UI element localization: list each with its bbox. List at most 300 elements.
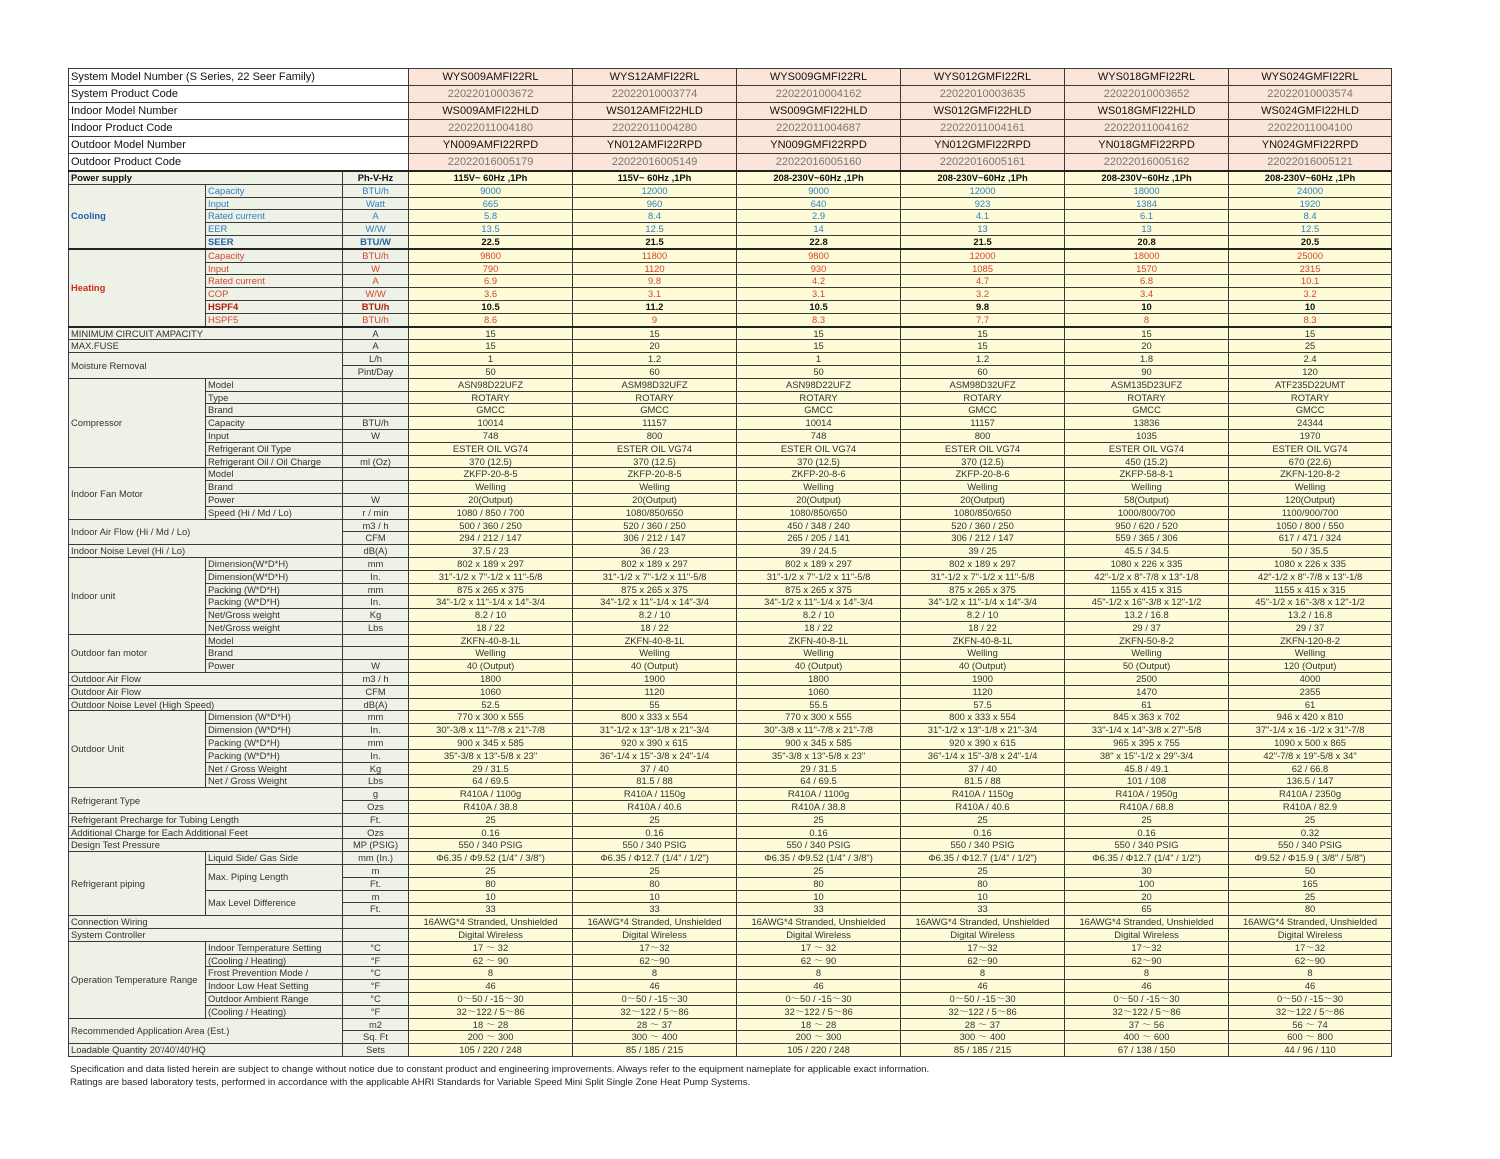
- value-cell: 802 x 189 x 297: [737, 557, 901, 570]
- spec-row: [69, 1044, 1392, 1057]
- value-cell: 46: [573, 980, 737, 993]
- spec-row: [69, 313, 1392, 326]
- row-sublabel: Capacity: [206, 417, 343, 430]
- value-cell: 57.5: [901, 698, 1065, 711]
- value-cell: 748: [737, 429, 901, 442]
- value-cell: ZKFN-50-8-2: [1065, 634, 1229, 647]
- value-cell: ASN98D22UFZ: [409, 378, 573, 391]
- group-label: Refrigerant Precharge for Tubing Length: [69, 813, 343, 826]
- value-cell: Welling: [1065, 481, 1229, 494]
- value-cell: 1570: [1065, 262, 1229, 275]
- value-cell: 62～90: [901, 954, 1065, 967]
- row-sublabel: Dimension (W*D*H): [206, 724, 343, 737]
- value-cell: 600 ～ 800: [1229, 1031, 1392, 1044]
- value-cell: 15: [409, 340, 573, 353]
- value-cell: 0～50 / -15～30: [1229, 993, 1392, 1006]
- value-cell: 16AWG*4 Stranded, Unshielded: [573, 916, 737, 929]
- row-unit: In.: [343, 570, 409, 583]
- value-cell: 13.5: [409, 223, 573, 236]
- group-label: Recommended Application Area (Est.): [69, 1018, 343, 1044]
- row-unit: BTU/h: [343, 184, 409, 197]
- value-cell: 29 / 31.5: [409, 762, 573, 775]
- group-label: Indoor Fan Motor: [69, 468, 206, 519]
- value-cell: 10: [901, 890, 1065, 903]
- value-cell: 0～50 / -15～30: [1065, 993, 1229, 1006]
- value-cell: 58(Output): [1065, 493, 1229, 506]
- row-unit: m2: [343, 1018, 409, 1031]
- value-cell: 2315: [1229, 262, 1392, 275]
- value-cell: 46: [737, 980, 901, 993]
- value-cell: 46: [1229, 980, 1392, 993]
- value-cell: 520 / 360 / 250: [901, 519, 1065, 532]
- value-cell: 46: [409, 980, 573, 993]
- header-cell: 22022016005161: [901, 154, 1065, 172]
- value-cell: 21.5: [901, 235, 1065, 248]
- value-cell: 16AWG*4 Stranded, Unshielded: [1229, 916, 1392, 929]
- value-cell: 520 / 360 / 250: [573, 519, 737, 532]
- value-cell: 0～50 / -15～30: [901, 993, 1065, 1006]
- header-cell: 22022011004161: [901, 120, 1065, 137]
- value-cell: 9000: [409, 184, 573, 197]
- value-cell: 50: [409, 365, 573, 378]
- header-cell: WS012AMFI22HLD: [573, 103, 737, 120]
- value-cell: 1900: [573, 673, 737, 686]
- spec-row: [69, 197, 1392, 210]
- value-cell: 2500: [1065, 673, 1229, 686]
- row-unit: W: [343, 429, 409, 442]
- group-label: MAX.FUSE: [69, 340, 343, 353]
- value-cell: ZKFP-20-8-6: [737, 468, 901, 481]
- value-cell: Digital Wireless: [737, 929, 901, 942]
- value-cell: 25: [901, 813, 1065, 826]
- row-sublabel: Packing (W*D*H): [206, 583, 343, 596]
- value-cell: Welling: [573, 481, 737, 494]
- spec-table: [68, 68, 1392, 1057]
- row-unit: Kg: [343, 762, 409, 775]
- value-cell: 39 / 25: [901, 545, 1065, 558]
- power-supply-unit: Ph-V-Hz: [343, 171, 409, 184]
- header-cell: 22022011004687: [737, 120, 901, 137]
- header-cell: 22022011004180: [409, 120, 573, 137]
- value-cell: 0～50 / -15～30: [737, 993, 901, 1006]
- header-cell: 22022011004162: [1065, 120, 1229, 137]
- value-cell: 34"-1/2 x 11"-1/4 x 14"-3/4: [573, 596, 737, 609]
- row-sublabel: Type: [206, 391, 343, 404]
- spec-row: [69, 378, 1392, 391]
- value-cell: 18000: [1065, 184, 1229, 197]
- spec-row: [69, 327, 1392, 340]
- value-cell: 25: [1229, 340, 1392, 353]
- row-sublabel: Max. Piping Length: [206, 865, 343, 891]
- value-cell: 450 / 348 / 240: [737, 519, 901, 532]
- value-cell: 20.8: [1065, 235, 1229, 248]
- header-cell: YN009AMFI22RPD: [409, 137, 573, 154]
- header-label: Outdoor Model Number: [69, 137, 409, 154]
- spec-row: [69, 749, 1392, 762]
- group-label: Operation Temperature Range: [69, 941, 206, 1018]
- row-unit: CFM: [343, 532, 409, 545]
- spec-row: [69, 468, 1392, 481]
- row-unit: A: [343, 275, 409, 288]
- value-cell: 62～90: [1065, 954, 1229, 967]
- row-unit: r / min: [343, 506, 409, 519]
- value-cell: 3.2: [1229, 288, 1392, 301]
- row-unit: °C: [343, 993, 409, 1006]
- group-label: Cooling: [69, 184, 206, 248]
- value-cell: 550 / 340 PSIG: [737, 839, 901, 852]
- row-unit: A: [343, 340, 409, 353]
- power-supply-cell: 208-230V~60Hz ,1Ph: [1229, 171, 1392, 184]
- value-cell: 34"-1/2 x 11"-1/4 x 14"-3/4: [901, 596, 1065, 609]
- row-unit: dB(A): [343, 545, 409, 558]
- spec-row: [69, 275, 1392, 288]
- value-cell: 946 x 420 x 810: [1229, 711, 1392, 724]
- row-sublabel: Model: [206, 468, 343, 481]
- value-cell: 20(Output): [737, 493, 901, 506]
- value-cell: 38" x 15"-1/2 x 29"-3/4: [1065, 749, 1229, 762]
- spec-row: [69, 647, 1392, 660]
- value-cell: 9.8: [901, 300, 1065, 313]
- row-unit: Sq. Ft: [343, 1031, 409, 1044]
- value-cell: 12000: [901, 184, 1065, 197]
- value-cell: 25: [737, 813, 901, 826]
- value-cell: 50: [1229, 865, 1392, 878]
- value-cell: 34"-1/2 x 11"-1/4 x 14"-3/4: [409, 596, 573, 609]
- value-cell: 1: [409, 353, 573, 366]
- value-cell: Digital Wireless: [409, 929, 573, 942]
- value-cell: 370 (12.5): [409, 455, 573, 468]
- spec-row: [69, 429, 1392, 442]
- value-cell: 11.2: [573, 300, 737, 313]
- value-cell: 80: [573, 877, 737, 890]
- spec-row: [69, 455, 1392, 468]
- value-cell: 25: [1229, 813, 1392, 826]
- row-unit: [343, 929, 409, 942]
- header-label: Outdoor Product Code: [69, 154, 409, 172]
- row-sublabel: Input: [206, 429, 343, 442]
- value-cell: 13836: [1065, 417, 1229, 430]
- spec-row: [69, 980, 1392, 993]
- value-cell: 35"-3/8 x 13"-5/8 x 23": [737, 749, 901, 762]
- value-cell: 1900: [901, 673, 1065, 686]
- value-cell: 1920: [1229, 197, 1392, 210]
- value-cell: ROTARY: [1065, 391, 1229, 404]
- value-cell: 8: [901, 967, 1065, 980]
- value-cell: R410A / 2350g: [1229, 788, 1392, 801]
- row-unit: [343, 468, 409, 481]
- value-cell: 8.2 / 10: [737, 609, 901, 622]
- value-cell: ZKFP-20-8-5: [573, 468, 737, 481]
- value-cell: 25: [1229, 890, 1392, 903]
- value-cell: R410A / 1100g: [737, 788, 901, 801]
- value-cell: 136.5 / 147: [1229, 775, 1392, 788]
- spec-row: [69, 557, 1392, 570]
- value-cell: 1085: [901, 262, 1065, 275]
- spec-row: [69, 929, 1392, 942]
- value-cell: 32～122 / 5～86: [573, 1005, 737, 1018]
- value-cell: 5.8: [409, 210, 573, 223]
- value-cell: 29 / 37: [1229, 621, 1392, 634]
- value-cell: 80: [737, 877, 901, 890]
- value-cell: GMCC: [573, 404, 737, 417]
- spec-row: [69, 545, 1392, 558]
- row-sublabel: Packing (W*D*H): [206, 596, 343, 609]
- row-sublabel: Net/Gross weight: [206, 621, 343, 634]
- header-cell: WS018GMFI22HLD: [1065, 103, 1229, 120]
- row-sublabel: Dimension(W*D*H): [206, 557, 343, 570]
- value-cell: 294 / 212 / 147: [409, 532, 573, 545]
- header-cell: WYS012GMFI22RL: [901, 69, 1065, 86]
- value-cell: 10: [573, 890, 737, 903]
- value-cell: 8: [1065, 313, 1229, 326]
- value-cell: 25000: [1229, 249, 1392, 262]
- value-cell: 31"-1/2 x 13"-1/8 x 21"-3/4: [901, 724, 1065, 737]
- value-cell: 0～50 / -15～30: [573, 993, 737, 1006]
- footnotes: [70, 1064, 1390, 1089]
- spec-row: [69, 993, 1392, 1006]
- row-sublabel: Model: [206, 378, 343, 391]
- value-cell: GMCC: [901, 404, 1065, 417]
- value-cell: 31"-1/2 x 7"-1/2 x 11"-5/8: [901, 570, 1065, 583]
- value-cell: 80: [409, 877, 573, 890]
- header-cell: YN018GMFI22RPD: [1065, 137, 1229, 154]
- value-cell: 17～32: [901, 941, 1065, 954]
- value-cell: 8.3: [1229, 313, 1392, 326]
- row-sublabel: Net / Gross Weight: [206, 775, 343, 788]
- header-label: Indoor Product Code: [69, 120, 409, 137]
- row-sublabel: (Cooling / Heating): [206, 954, 343, 967]
- row-unit: °C: [343, 967, 409, 980]
- value-cell: 36"-1/4 x 15"-3/8 x 24"-1/4: [901, 749, 1065, 762]
- value-cell: 15: [901, 327, 1065, 340]
- spec-row: [69, 493, 1392, 506]
- value-cell: 33: [901, 903, 1065, 916]
- value-cell: 45.8 / 49.1: [1065, 762, 1229, 775]
- value-cell: ASM98D32UFZ: [901, 378, 1065, 391]
- value-cell: 34"-1/2 x 11"-1/4 x 14"-3/4: [737, 596, 901, 609]
- row-unit: Sets: [343, 1044, 409, 1057]
- spec-row: [69, 954, 1392, 967]
- value-cell: 20(Output): [409, 493, 573, 506]
- value-cell: 18 ～ 28: [737, 1018, 901, 1031]
- value-cell: 16AWG*4 Stranded, Unshielded: [409, 916, 573, 929]
- value-cell: 37"-1/4 x 16 -1/2 x 31"-7/8: [1229, 724, 1392, 737]
- value-cell: Welling: [1065, 647, 1229, 660]
- value-cell: 1.2: [573, 353, 737, 366]
- row-sublabel: Model: [206, 634, 343, 647]
- row-sublabel: HSPF4: [206, 300, 343, 313]
- row-sublabel: Input: [206, 197, 343, 210]
- spec-row: [69, 852, 1392, 865]
- spec-row: [69, 724, 1392, 737]
- header-cell: YN009GMFI22RPD: [737, 137, 901, 154]
- value-cell: 9.8: [573, 275, 737, 288]
- row-unit: mm: [343, 737, 409, 750]
- row-unit: m: [343, 890, 409, 903]
- value-cell: ESTER OIL VG74: [1065, 442, 1229, 455]
- row-unit: [343, 442, 409, 455]
- value-cell: 950 / 620 / 520: [1065, 519, 1229, 532]
- row-sublabel: Brand: [206, 404, 343, 417]
- spec-row: [69, 596, 1392, 609]
- value-cell: 62 ～ 90: [737, 954, 901, 967]
- value-cell: 8.2 / 10: [901, 609, 1065, 622]
- value-cell: 306 / 212 / 147: [901, 532, 1065, 545]
- value-cell: 33: [409, 903, 573, 916]
- value-cell: R410A / 1150g: [901, 788, 1065, 801]
- value-cell: 8.2 / 10: [409, 609, 573, 622]
- value-cell: 37 / 40: [901, 762, 1065, 775]
- value-cell: 11157: [901, 417, 1065, 430]
- spec-row: [69, 481, 1392, 494]
- row-unit: BTU/h: [343, 417, 409, 430]
- row-unit: W/W: [343, 223, 409, 236]
- value-cell: 800 x 333 x 554: [901, 711, 1065, 724]
- value-cell: 40 (Output): [573, 660, 737, 673]
- value-cell: 875 x 265 x 375: [737, 583, 901, 596]
- value-cell: 800 x 333 x 554: [573, 711, 737, 724]
- value-cell: R410A / 38.8: [737, 801, 901, 814]
- header-cell: 22022016005179: [409, 154, 573, 172]
- value-cell: 2.4: [1229, 353, 1392, 366]
- row-unit: ml (Oz): [343, 455, 409, 468]
- value-cell: ESTER OIL VG74: [1229, 442, 1392, 455]
- value-cell: 24344: [1229, 417, 1392, 430]
- value-cell: 1.2: [901, 353, 1065, 366]
- header-cell: WS009GMFI22HLD: [737, 103, 901, 120]
- value-cell: R410A / 68.8: [1065, 801, 1229, 814]
- header-cell: 22022016005160: [737, 154, 901, 172]
- row-unit: L/h: [343, 353, 409, 366]
- value-cell: ESTER OIL VG74: [409, 442, 573, 455]
- row-sublabel: Dimension (W*D*H): [206, 711, 343, 724]
- value-cell: 55: [573, 698, 737, 711]
- spec-row: [69, 249, 1392, 262]
- value-cell: 1155 x 415 x 315: [1229, 583, 1392, 596]
- row-unit: Pint/Day: [343, 365, 409, 378]
- value-cell: 3.1: [573, 288, 737, 301]
- value-cell: ROTARY: [901, 391, 1065, 404]
- row-unit: [343, 916, 409, 929]
- value-cell: ZKFP-20-8-6: [901, 468, 1065, 481]
- value-cell: 265 / 205 / 141: [737, 532, 901, 545]
- value-cell: Welling: [901, 481, 1065, 494]
- value-cell: 90: [1065, 365, 1229, 378]
- group-label: Additional Charge for Each Additional Feet: [69, 826, 343, 839]
- value-cell: 36 / 23: [573, 545, 737, 558]
- value-cell: GMCC: [737, 404, 901, 417]
- value-cell: 550 / 340 PSIG: [1065, 839, 1229, 852]
- value-cell: ROTARY: [409, 391, 573, 404]
- value-cell: 18000: [1065, 249, 1229, 262]
- spec-row: [69, 300, 1392, 313]
- group-label: Outdoor Air Flow: [69, 685, 343, 698]
- value-cell: Welling: [901, 647, 1065, 660]
- value-cell: 8: [737, 967, 901, 980]
- header-cell: 22022010003672: [409, 86, 573, 103]
- value-cell: 1080/850/650: [737, 506, 901, 519]
- header-cell: WYS009GMFI22RL: [737, 69, 901, 86]
- value-cell: 8.3: [737, 313, 901, 326]
- value-cell: 100: [1065, 877, 1229, 890]
- header-cell: WS009AMFI22HLD: [409, 103, 573, 120]
- spec-row: [69, 442, 1392, 455]
- row-unit: [343, 481, 409, 494]
- value-cell: 0.16: [901, 826, 1065, 839]
- value-cell: 10.5: [737, 300, 901, 313]
- value-cell: 8: [409, 967, 573, 980]
- value-cell: 50: [737, 365, 901, 378]
- spec-row: [69, 890, 1392, 903]
- value-cell: 20(Output): [573, 493, 737, 506]
- row-sublabel: Net/Gross weight: [206, 609, 343, 622]
- group-label: Outdoor Noise Level (High Speed): [69, 698, 343, 711]
- spec-row: [69, 698, 1392, 711]
- value-cell: 62 ～ 90: [409, 954, 573, 967]
- value-cell: 1.8: [1065, 353, 1229, 366]
- value-cell: 1800: [409, 673, 573, 686]
- value-cell: 10: [1229, 300, 1392, 313]
- value-cell: 20: [573, 340, 737, 353]
- value-cell: 120 (Output): [1229, 660, 1392, 673]
- value-cell: 62～90: [1229, 954, 1392, 967]
- value-cell: ZKFN-40-8-1L: [901, 634, 1065, 647]
- value-cell: 14: [737, 223, 901, 236]
- row-unit: dB(A): [343, 698, 409, 711]
- value-cell: 8.6: [409, 313, 573, 326]
- header-row: [69, 103, 1392, 120]
- value-cell: 46: [901, 980, 1065, 993]
- value-cell: 17～32: [573, 941, 737, 954]
- row-sublabel: Input: [206, 262, 343, 275]
- value-cell: 40 (Output): [901, 660, 1065, 673]
- value-cell: ASM135D23UFZ: [1065, 378, 1229, 391]
- value-cell: 6.9: [409, 275, 573, 288]
- header-cell: WYS009AMFI22RL: [409, 69, 573, 86]
- value-cell: 200 ～ 300: [409, 1031, 573, 1044]
- header-cell: 22022011004100: [1229, 120, 1392, 137]
- row-unit: mm: [343, 557, 409, 570]
- row-sublabel: Max Level Difference: [206, 890, 343, 916]
- value-cell: 15: [573, 327, 737, 340]
- value-cell: GMCC: [1065, 404, 1229, 417]
- value-cell: Digital Wireless: [901, 929, 1065, 942]
- value-cell: 101 / 108: [1065, 775, 1229, 788]
- value-cell: 1384: [1065, 197, 1229, 210]
- header-cell: 22022010003774: [573, 86, 737, 103]
- row-sublabel: COP: [206, 288, 343, 301]
- row-sublabel: Rated current: [206, 275, 343, 288]
- value-cell: ROTARY: [1229, 391, 1392, 404]
- spec-row: [69, 775, 1392, 788]
- power-supply-row: [69, 171, 1392, 184]
- value-cell: 790: [409, 262, 573, 275]
- value-cell: 33"-1/4 x 14"-3/8 x 27"-5/8: [1065, 724, 1229, 737]
- group-label: Outdoor Air Flow: [69, 673, 343, 686]
- value-cell: 10: [1065, 300, 1229, 313]
- value-cell: 31"-1/2 x 13"-1/8 x 21"-3/4: [573, 724, 737, 737]
- value-cell: 25: [409, 865, 573, 878]
- value-cell: 105 / 220 / 248: [409, 1044, 573, 1057]
- value-cell: 800: [901, 429, 1065, 442]
- spec-row: [69, 235, 1392, 248]
- row-unit: W/W: [343, 288, 409, 301]
- value-cell: 8: [1229, 967, 1392, 980]
- row-unit: W: [343, 493, 409, 506]
- spec-row: [69, 737, 1392, 750]
- row-unit: Watt: [343, 197, 409, 210]
- value-cell: 25: [901, 865, 1065, 878]
